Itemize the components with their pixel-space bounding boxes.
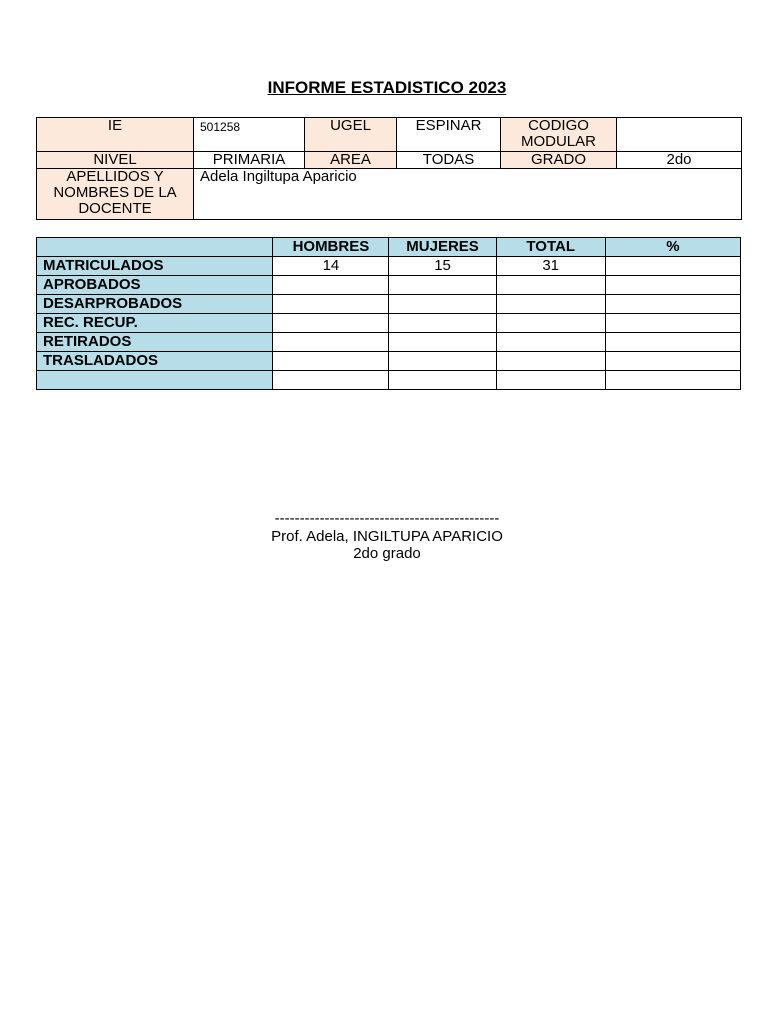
table-row (37, 352, 741, 371)
row-label: MATRICULADOS (37, 257, 273, 276)
row-label: REC. RECUP. (37, 314, 273, 333)
stats-header-row (37, 238, 741, 257)
cell-hombres (273, 333, 389, 352)
grado-value: 2do (617, 152, 742, 169)
table-row (37, 314, 741, 333)
codigo-modular-label: CODIGO MODULAR (501, 118, 617, 152)
cell-total (496, 276, 605, 295)
cell-hombres (273, 371, 389, 390)
report-title: INFORME ESTADISTICO 2023 (267, 78, 507, 97)
area-label: AREA (305, 152, 397, 169)
signature-grade: 2do grado (353, 545, 421, 562)
cell-percent (605, 314, 740, 333)
cell-mujeres (389, 333, 496, 352)
cell-total: 31 (496, 257, 605, 276)
codigo-modular-value (617, 118, 742, 152)
row-label: APROBADOS (37, 276, 273, 295)
nivel-label: NIVEL (37, 152, 194, 169)
row-label: DESARPROBADOS (37, 295, 273, 314)
cell-percent (605, 295, 740, 314)
info-table (36, 117, 742, 220)
cell-mujeres (389, 352, 496, 371)
cell-total (496, 352, 605, 371)
nivel-value: PRIMARIA (194, 152, 305, 169)
header-percent: % (605, 238, 740, 257)
ie-label: IE (37, 118, 194, 152)
cell-percent (605, 333, 740, 352)
ugel-label: UGEL (305, 118, 397, 152)
table-row (37, 295, 741, 314)
cell-mujeres: 15 (389, 257, 496, 276)
table-row (37, 333, 741, 352)
cell-percent (605, 276, 740, 295)
cell-hombres (273, 276, 389, 295)
grado-label: GRADO (501, 152, 617, 169)
stats-table (36, 237, 741, 390)
header-total: TOTAL (496, 238, 605, 257)
header-blank (37, 238, 273, 257)
cell-mujeres (389, 314, 496, 333)
cell-mujeres (389, 371, 496, 390)
cell-total (496, 295, 605, 314)
cell-mujeres (389, 276, 496, 295)
cell-hombres (273, 314, 389, 333)
table-row (37, 257, 741, 276)
cell-percent (605, 371, 740, 390)
docente-label: APELLIDOS Y NOMBRES DE LA DOCENTE (37, 169, 194, 220)
cell-total (496, 371, 605, 390)
cell-total (496, 333, 605, 352)
table-row (37, 276, 741, 295)
signature-line: --------------------------------------------- (274, 510, 500, 527)
area-value: TODAS (397, 152, 501, 169)
table-row (37, 371, 741, 390)
header-mujeres: MUJERES (389, 238, 496, 257)
signature-name: Prof. Adela, INGILTUPA APARICIO (271, 527, 503, 545)
docente-value: Adela Ingiltupa Aparicio (194, 169, 742, 220)
signature-block (0, 510, 768, 563)
ie-value: 501258 (194, 118, 305, 152)
row-label: TRASLADADOS (37, 352, 273, 371)
ugel-value: ESPINAR (397, 118, 501, 152)
cell-hombres: 14 (273, 257, 389, 276)
cell-percent (605, 257, 740, 276)
cell-percent (605, 352, 740, 371)
row-label (37, 371, 273, 390)
header-hombres: HOMBRES (273, 238, 389, 257)
cell-hombres (273, 295, 389, 314)
cell-total (496, 314, 605, 333)
cell-hombres (273, 352, 389, 371)
row-label: RETIRADOS (37, 333, 273, 352)
cell-mujeres (389, 295, 496, 314)
